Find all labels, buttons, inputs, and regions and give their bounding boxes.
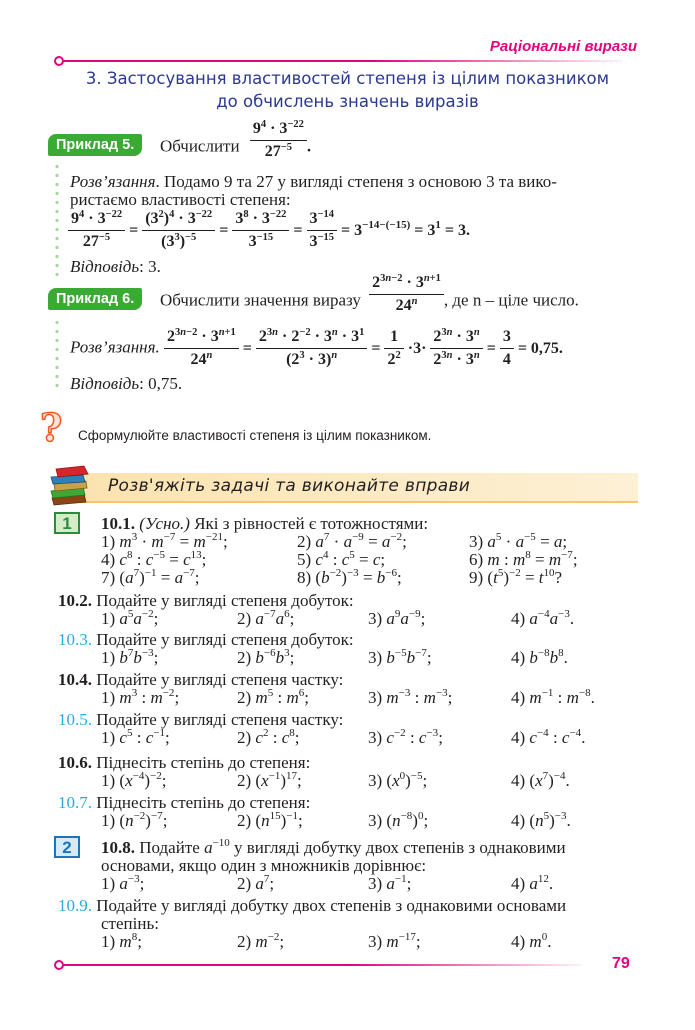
example5-prompt-text: Обчислити — [160, 136, 240, 156]
example6-answer — [70, 374, 182, 394]
list-item: 3) $(x^0)^{-5}$; — [368, 770, 428, 790]
example5-badge: Приклад 5. — [48, 134, 142, 156]
list-item: 2) $(x^{-1})^{17}$; — [237, 770, 302, 790]
list-item: 8) $(b^{-2})^{-3} = b^{-6}$; — [297, 567, 402, 587]
section-title-line2: до обчислень значень виразів — [216, 92, 479, 111]
list-item: 3) $a^{-1}$; — [368, 873, 412, 893]
level-badge-2: 2 — [54, 836, 80, 858]
example6-expression: $\frac{2^{3n-2} \cdot 3^{n+1}}{24^n}$ — [369, 274, 444, 315]
header-rule — [62, 60, 622, 62]
example5-answer-label: Відповідь — [70, 257, 140, 276]
footer-rule-dot — [54, 960, 64, 970]
example6-prompt — [160, 273, 579, 315]
example5-solution-line1 — [70, 172, 557, 192]
exercise-task: Подайте у вигляді степеня добуток: — [96, 630, 354, 649]
exercise-number: 10.9. — [58, 896, 92, 915]
exercise-10-5 — [58, 710, 343, 730]
example6-prompt-text: Обчислити значення виразу — [160, 290, 361, 310]
list-item: 1) $b^7b^{-3}$; — [101, 647, 159, 667]
list-item: 3) $c^{-2}$ : $c^{-3}$; — [368, 727, 443, 747]
example6-result: = 0,75. — [517, 339, 563, 357]
example6-solution-label: Розв’язання. — [70, 337, 160, 357]
exercise-number: 10.2. — [58, 591, 92, 610]
exercise-task: Які з рівностей є тотожностями: — [194, 514, 429, 533]
example6-solution: Розв’язання. $\frac{2^{3n-2} \cdot 3^{n+1}}{24^n}$ = $\frac{2^{3n} \cdot 2^{-2} \cdot 3^n \cdot 3^1}{(2^3 \cdot 3)^n}$ = $\frac{1}{2^2}$ ·3· $\frac{2^{3n} \cdot 3^n}{2^{3n} \cdot 3^n}$ = $\frac{3}{4}$ = 0,75. — [70, 327, 563, 368]
list-item: 4) $a^{-4}a^{-3}$. — [511, 608, 575, 628]
list-item: 4) $(n^5)^{-3}$. — [511, 810, 571, 830]
list-item: 3) $m^{-17}$; — [368, 931, 421, 951]
list-item: 1) $(n^{-2})^{-7}$; — [101, 810, 168, 830]
list-item: 3) $a^5 \cdot a^{-5} = a$; — [469, 531, 568, 551]
exercise-task: Подайте — [139, 838, 200, 857]
section-title — [0, 67, 695, 113]
example5-steps: $\frac{9^4 \cdot 3^{-22}}{27^{-5}}$ = $\frac{(3^2)^4 \cdot 3^{-22}}{(3^3)^{-5}}$ = $\frac{3^8 \cdot 3^{-22}}{3^{-15}}$ = $\frac{3^{-14}}{3^{-15}}$ = $3^{-14-(-15)} = 3^1 = 3$. — [68, 210, 474, 251]
example6-dots — [55, 318, 59, 390]
example5-solution-text1: . Подамо 9 та 27 у вигляді степеня з основою 3 та вико- — [155, 172, 557, 191]
list-item: 2) $a^7$; — [237, 873, 275, 893]
list-item: 1) $m^3$ : $m^{-2}$; — [101, 687, 180, 707]
exercise-number: 10.5. — [58, 710, 92, 729]
list-item: 1) $a^5a^{-2}$; — [101, 608, 159, 628]
list-item: 1) $m^3 \cdot m^{-7} = m^{-21}$; — [101, 531, 228, 551]
example5-expression: $\frac{9^4 \cdot 3^{-22}}{27^{-5}}$ — [250, 120, 307, 161]
exercise-10-8-line2: основами, якщо один з множників дорівнює: — [101, 856, 427, 875]
exercise-10-8: 10.8. Подайте $a^{-10}$ у вигляді добутку двох степенів з однаковими — [101, 837, 566, 857]
exercise-task: Подайте у вигляді степеня частку: — [96, 710, 344, 729]
exercise-number: 10.4. — [58, 670, 92, 689]
exercise-task: Піднесіть степінь до степеня: — [96, 753, 311, 772]
exercise-number: 10.6. — [58, 753, 92, 772]
exercises-banner — [78, 473, 638, 503]
list-item: 5) $c^4$ : $c^5 = c$; — [297, 549, 386, 569]
list-item: 2) $m^{-2}$; — [237, 931, 285, 951]
exercise-oral-tag: (Усно.) — [139, 514, 190, 533]
example5-solution-label: Розв’язання — [70, 172, 156, 191]
list-item: 2) $a^7 \cdot a^{-9} = a^{-2}$; — [297, 531, 407, 551]
list-item: 2) $(n^{15})^{-1}$; — [237, 810, 303, 830]
exercise-task: Подайте у вигляді степеня частку: — [96, 670, 344, 689]
list-item: 4) $c^{-4}$ : $c^{-4}$. — [511, 727, 586, 747]
list-item: 3) $b^{-5}b^{-7}$; — [368, 647, 432, 667]
exercise-number: 10.8. — [101, 838, 135, 857]
list-item: 3) $(n^{-8})^0$; — [368, 810, 429, 830]
exercises-banner-title: Розв'яжіть задачі та виконайте вправи — [108, 476, 471, 496]
list-item: 4) $b^{-8}b^8$. — [511, 647, 568, 667]
list-item: 3) $m^{-3}$ : $m^{-3}$; — [368, 687, 453, 707]
list-item: 7) $(a^7)^{-1} = a^{-7}$; — [101, 567, 200, 587]
example6-badge: Приклад 6. — [48, 288, 142, 310]
list-item: 4) $m^0$. — [511, 931, 552, 951]
example5-answer-value: : 3. — [139, 257, 161, 276]
exercise-10-2 — [58, 591, 354, 611]
list-item: 9) $(t^5)^{-2} = t^{10}$? — [469, 567, 563, 587]
exercise-number: 10.3. — [58, 630, 92, 649]
exercise-10-9-line2: степінь: — [101, 914, 159, 933]
list-item: 1) $a^{-3}$; — [101, 873, 145, 893]
header-rule-dot — [54, 56, 64, 66]
list-item: 4) $m^{-1}$ : $m^{-8}$. — [511, 687, 595, 707]
list-item: 4) $(x^7)^{-4}$. — [511, 770, 570, 790]
question-text: Сформулюйте властивості степеня із цілим показником. — [78, 428, 432, 443]
list-item: 2) $a^{-7}a^6$; — [237, 608, 295, 628]
books-icon — [48, 464, 92, 506]
list-item: 3) $a^9a^{-9}$; — [368, 608, 426, 628]
chapter-title: Раціональні вирази — [489, 38, 637, 55]
exercise-10-3 — [58, 630, 354, 650]
question-mark-icon: ? — [40, 405, 63, 450]
list-item: 2) $m^5$ : $m^6$; — [237, 687, 309, 707]
example6-answer-value: : 0,75. — [139, 374, 183, 393]
exercise-task: Подайте у вигляді степеня добуток: — [96, 591, 354, 610]
exercise-task-cont: у вигляді добутку двох степенів з однаковими — [234, 838, 566, 857]
list-item: 1) $m^8$; — [101, 931, 142, 951]
exercise-task: Піднесіть степінь до степеня: — [96, 793, 311, 812]
footer-rule — [62, 964, 582, 966]
example5-answer — [70, 257, 161, 277]
section-title-line1: 3. Застосування властивостей степеня із цілим показником — [85, 69, 610, 88]
list-item: 1) $c^5$ : $c^{-1}$; — [101, 727, 170, 747]
list-item: 4) $c^8$ : $c^{-5} = c^{13}$; — [101, 549, 207, 569]
list-item: 6) m : $m^8 = m^{-7}$; — [469, 549, 578, 569]
level-badge-1: 1 — [54, 512, 80, 534]
page-number: 79 — [612, 955, 630, 972]
list-item: 2) $b^{-6}b^3$; — [237, 647, 295, 667]
example6-answer-label: Відповідь — [70, 374, 140, 393]
list-item: 2) $c^2$ : $c^8$; — [237, 727, 300, 747]
example6-condition: , де n – ціле число. — [443, 290, 579, 310]
exercise-10-9 — [58, 896, 566, 916]
exercise-10-1 — [101, 514, 428, 534]
exercise-number: 10.7. — [58, 793, 92, 812]
example5-dots — [55, 162, 59, 280]
example5-solution-line2: ристаємо властивості степеня: — [70, 190, 291, 209]
list-item: 1) $(x^{-4})^{-2}$; — [101, 770, 167, 790]
exercise-number: 10.1. — [101, 514, 135, 533]
exercise-task: Подайте у вигляді добутку двох степенів з однаковими основами — [96, 896, 567, 915]
list-item: 4) $a^{12}$. — [511, 873, 554, 893]
example5-prompt: Обчислити $\frac{9^4 \cdot 3^{-22}}{27^{-5}}$ . — [160, 119, 312, 160]
